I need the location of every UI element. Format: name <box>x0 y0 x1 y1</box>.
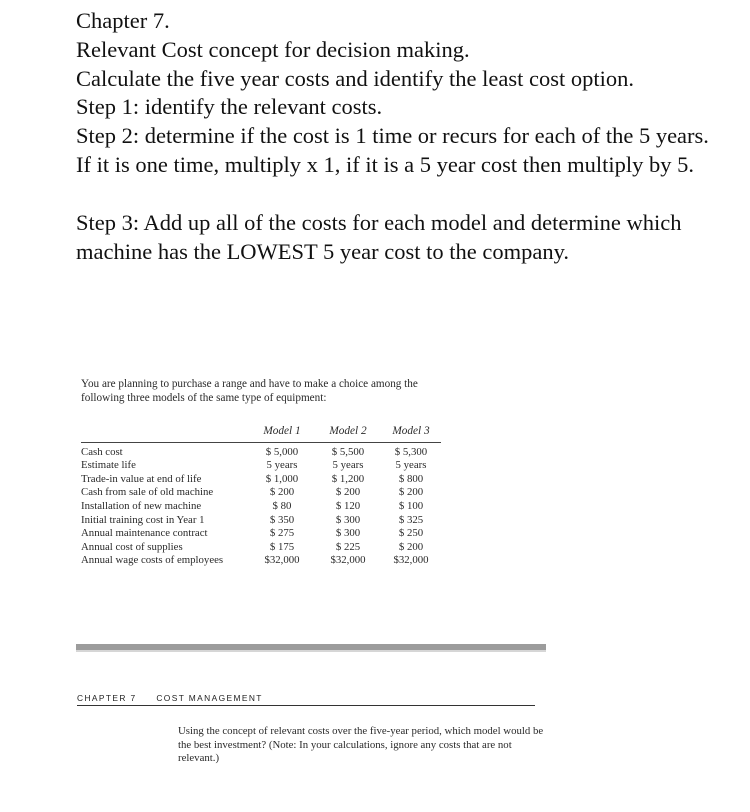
cell-value: 5 years <box>332 459 364 472</box>
cell-value: $ 325 <box>398 513 424 526</box>
row-label: Initial training cost in Year 1 <box>81 513 205 526</box>
row-label: Annual maintenance contract <box>81 527 208 540</box>
step-2: Step 2: determine if the cost is 1 time or recurs for each of the 5 years. <box>76 123 709 149</box>
cell-value: $ 1,200 <box>331 472 365 485</box>
problem-scan <box>81 378 461 567</box>
table-row <box>81 500 441 514</box>
cell-value: 5 years <box>395 459 427 472</box>
chapter-heading: Chapter 7. <box>76 8 170 33</box>
cell-value: $ 275 <box>269 527 295 540</box>
cell-value: $32,000 <box>393 554 429 567</box>
table-row <box>81 442 441 459</box>
section-label: COST MANAGEMENT <box>156 693 263 703</box>
cell-value: $ 250 <box>398 527 424 540</box>
cell-value: $ 120 <box>335 499 361 512</box>
cell-value: $ 200 <box>398 486 424 499</box>
step-3: Step 3: Add up all of the costs for each model and determine which machine has the LOWEST 5 year cost to the company. <box>76 209 682 264</box>
page-divider-shadow <box>76 650 546 652</box>
header-blank <box>81 425 249 442</box>
cell-value: 5 years <box>266 459 298 472</box>
cell-value: $ 80 <box>272 499 292 512</box>
cell-value: $32,000 <box>264 554 300 567</box>
row-label: Annual wage costs of employees <box>81 554 224 567</box>
cell-value: $ 300 <box>335 513 361 526</box>
chapter-label: CHAPTER 7 <box>77 693 137 703</box>
table-row <box>81 486 441 500</box>
row-label: Cash from sale of old machine <box>81 486 214 499</box>
cell-value: $ 225 <box>335 540 361 553</box>
task-line: Calculate the five year costs and identify the least cost option. <box>76 65 634 91</box>
cell-value: $ 800 <box>398 472 424 485</box>
question-text: Using the concept of relevant costs over the five-year period, which model would be the best investment? (Note: In your calculations, ignore any costs that are not relevant.) <box>178 725 544 765</box>
header-model-1: Model 1 <box>263 425 301 437</box>
cell-value: $ 300 <box>335 527 361 540</box>
cell-value: $ 200 <box>335 486 361 499</box>
table-row <box>81 554 441 568</box>
row-label: Installation of new machine <box>81 499 202 512</box>
table-header-row <box>81 425 441 442</box>
cell-value: $32,000 <box>330 554 366 567</box>
cost-table <box>81 425 441 568</box>
cell-value: $ 5,000 <box>265 445 299 458</box>
header-model-2: Model 2 <box>329 425 367 437</box>
table-row <box>81 459 441 473</box>
row-label: Trade-in value at end of life <box>81 472 202 485</box>
cell-value: $ 200 <box>398 540 424 553</box>
step-1: Step 1: identify the relevant costs. <box>76 94 383 120</box>
cell-value: $ 350 <box>269 513 295 526</box>
row-label: Estimate life <box>81 459 136 472</box>
table-row <box>81 541 441 555</box>
running-header <box>77 693 535 706</box>
cell-value: $ 1,000 <box>265 472 299 485</box>
topic-line: Relevant Cost concept for decision making. <box>76 36 470 62</box>
cell-value: $ 5,300 <box>394 445 428 458</box>
header-model-3: Model 3 <box>392 425 430 437</box>
table-row <box>81 527 441 541</box>
problem-intro: You are planning to purchase a range and have to make a choice among the following three models of the same type of equipment: <box>81 378 418 404</box>
multiply-rule: If it is one time, multiply x 1, if it is a 5 year cost then multiply by 5. <box>76 151 695 177</box>
cell-value: $ 5,500 <box>331 445 365 458</box>
table-row <box>81 514 441 528</box>
row-label: Annual cost of supplies <box>81 540 183 553</box>
row-label: Cash cost <box>81 445 123 458</box>
cell-value: $ 100 <box>398 499 424 512</box>
table-row <box>81 473 441 487</box>
cell-value: $ 200 <box>269 486 295 499</box>
instructions-block <box>76 7 726 266</box>
cell-value: $ 175 <box>269 540 295 553</box>
